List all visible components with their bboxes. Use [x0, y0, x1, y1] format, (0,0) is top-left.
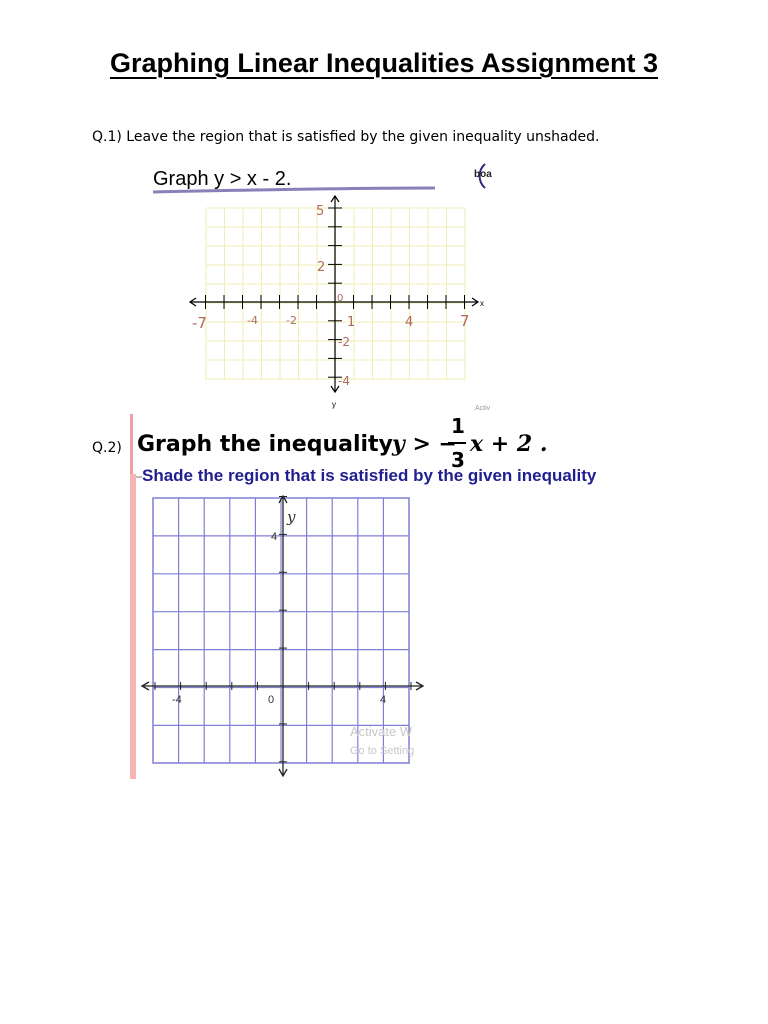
- q1-label-x4: 4: [405, 315, 414, 330]
- q2-y-axis-label: y: [287, 508, 296, 526]
- q1-label-x7: 7: [460, 312, 470, 330]
- q1-label-xneg2: -2: [286, 314, 297, 327]
- q1-label-xneg4: -4: [247, 314, 258, 327]
- q1-x-axis-label: x: [480, 299, 484, 308]
- board-logo: [474, 164, 492, 188]
- q2-equation-rhs: x + 2 .: [470, 431, 548, 457]
- q1-label-xneg7: -7: [192, 314, 207, 332]
- question-2-label: Q.2): [92, 440, 122, 456]
- q2-equation-lhs: y > −: [392, 431, 457, 457]
- q2-tick-label-origin: 0: [268, 694, 275, 706]
- q1-label-y2: 2: [317, 260, 326, 275]
- q2-fraction-numerator: 1: [451, 414, 465, 438]
- logo-text: boa: [474, 169, 492, 180]
- q2-tick-label-xneg4: -4: [172, 694, 182, 706]
- q1-label-yneg2: -2: [338, 335, 350, 349]
- page-title: Graphing Linear Inequalities Assignment 3: [109, 48, 659, 78]
- q2-tick-label-y4: 4: [271, 531, 278, 543]
- question-1-text: Q.1) Leave the region that is satisfied by the given inequality unshaded.: [92, 129, 600, 145]
- q2-fraction-denominator: 3: [451, 448, 465, 472]
- q1-label-x1: 1: [347, 315, 356, 330]
- q2-watermark-line2: Go to Setting: [350, 745, 415, 757]
- question-2-graph-image: [130, 414, 690, 782]
- q1-y-axis-label: y: [332, 400, 336, 409]
- q2-instruction: Shade the region that is satisfied by the given inequality: [142, 466, 597, 485]
- q1-graph-header: Graph y > x - 2.: [153, 168, 292, 190]
- q1-watermark: Activ: [475, 405, 491, 410]
- q1-label-yneg4: -4: [338, 374, 350, 388]
- q2-watermark-line1: Activate W: [350, 724, 413, 739]
- q2-heading: Graph the inequality: [137, 432, 393, 457]
- q1-label-origin: 0: [337, 293, 344, 304]
- q1-axes: [190, 196, 478, 392]
- q1-label-y5: 5: [316, 204, 325, 219]
- q2-tick-label-x4: 4: [380, 694, 387, 706]
- question-1-graph-image: [150, 158, 495, 410]
